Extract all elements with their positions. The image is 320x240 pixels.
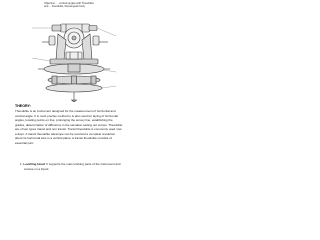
list-item-text: It supports the main working parts of the instrument and	[46, 162, 121, 166]
list-item-term: Levelling Head:	[23, 162, 46, 166]
list-item-text: screws on a tripod.	[24, 166, 50, 171]
paragraph-line: are of two types transit and non transit. Transit theodolite is commonly used now	[15, 127, 122, 131]
paragraph-line: about its horizontal axis in a vertical plane. A transit theodolite consists of	[15, 136, 112, 140]
plumb-hook	[72, 92, 77, 102]
list-item-marker: 1.	[20, 162, 23, 166]
paragraph-line: Theodolite is an instrument designed for the measurement of horizontal and	[15, 109, 116, 113]
objective-line: Objective: ... vertical angles with Theodolite	[44, 2, 94, 5]
theory-paragraph	[15, 109, 133, 145]
document-page	[0, 0, 149, 198]
objective-text	[44, 2, 144, 9]
paragraph-line: a days. A transit theodolite telescope can be revolved a complete revolution	[15, 131, 116, 136]
list-item	[20, 162, 133, 171]
paragraph-line: angles, locating points on line, prolonging the survey line, establishing the	[15, 118, 113, 122]
theodolite-illustration	[22, 14, 126, 102]
paragraph-line: vertical angle. It is most precise method to is also used for laying of horizontal	[15, 113, 118, 118]
objective-line: and ... theodolite, Rectangular body	[44, 5, 85, 9]
lower-plate	[38, 64, 110, 74]
list-item-first-line	[20, 162, 133, 167]
levelling-head	[46, 76, 102, 92]
vertical-circle	[64, 28, 84, 48]
paragraph-line: grades, determination of difference in the elevation setting out curves. Theodolite	[15, 122, 123, 127]
paragraph-line: essential part:	[15, 140, 34, 145]
theory-heading: THEORY:	[15, 104, 31, 108]
